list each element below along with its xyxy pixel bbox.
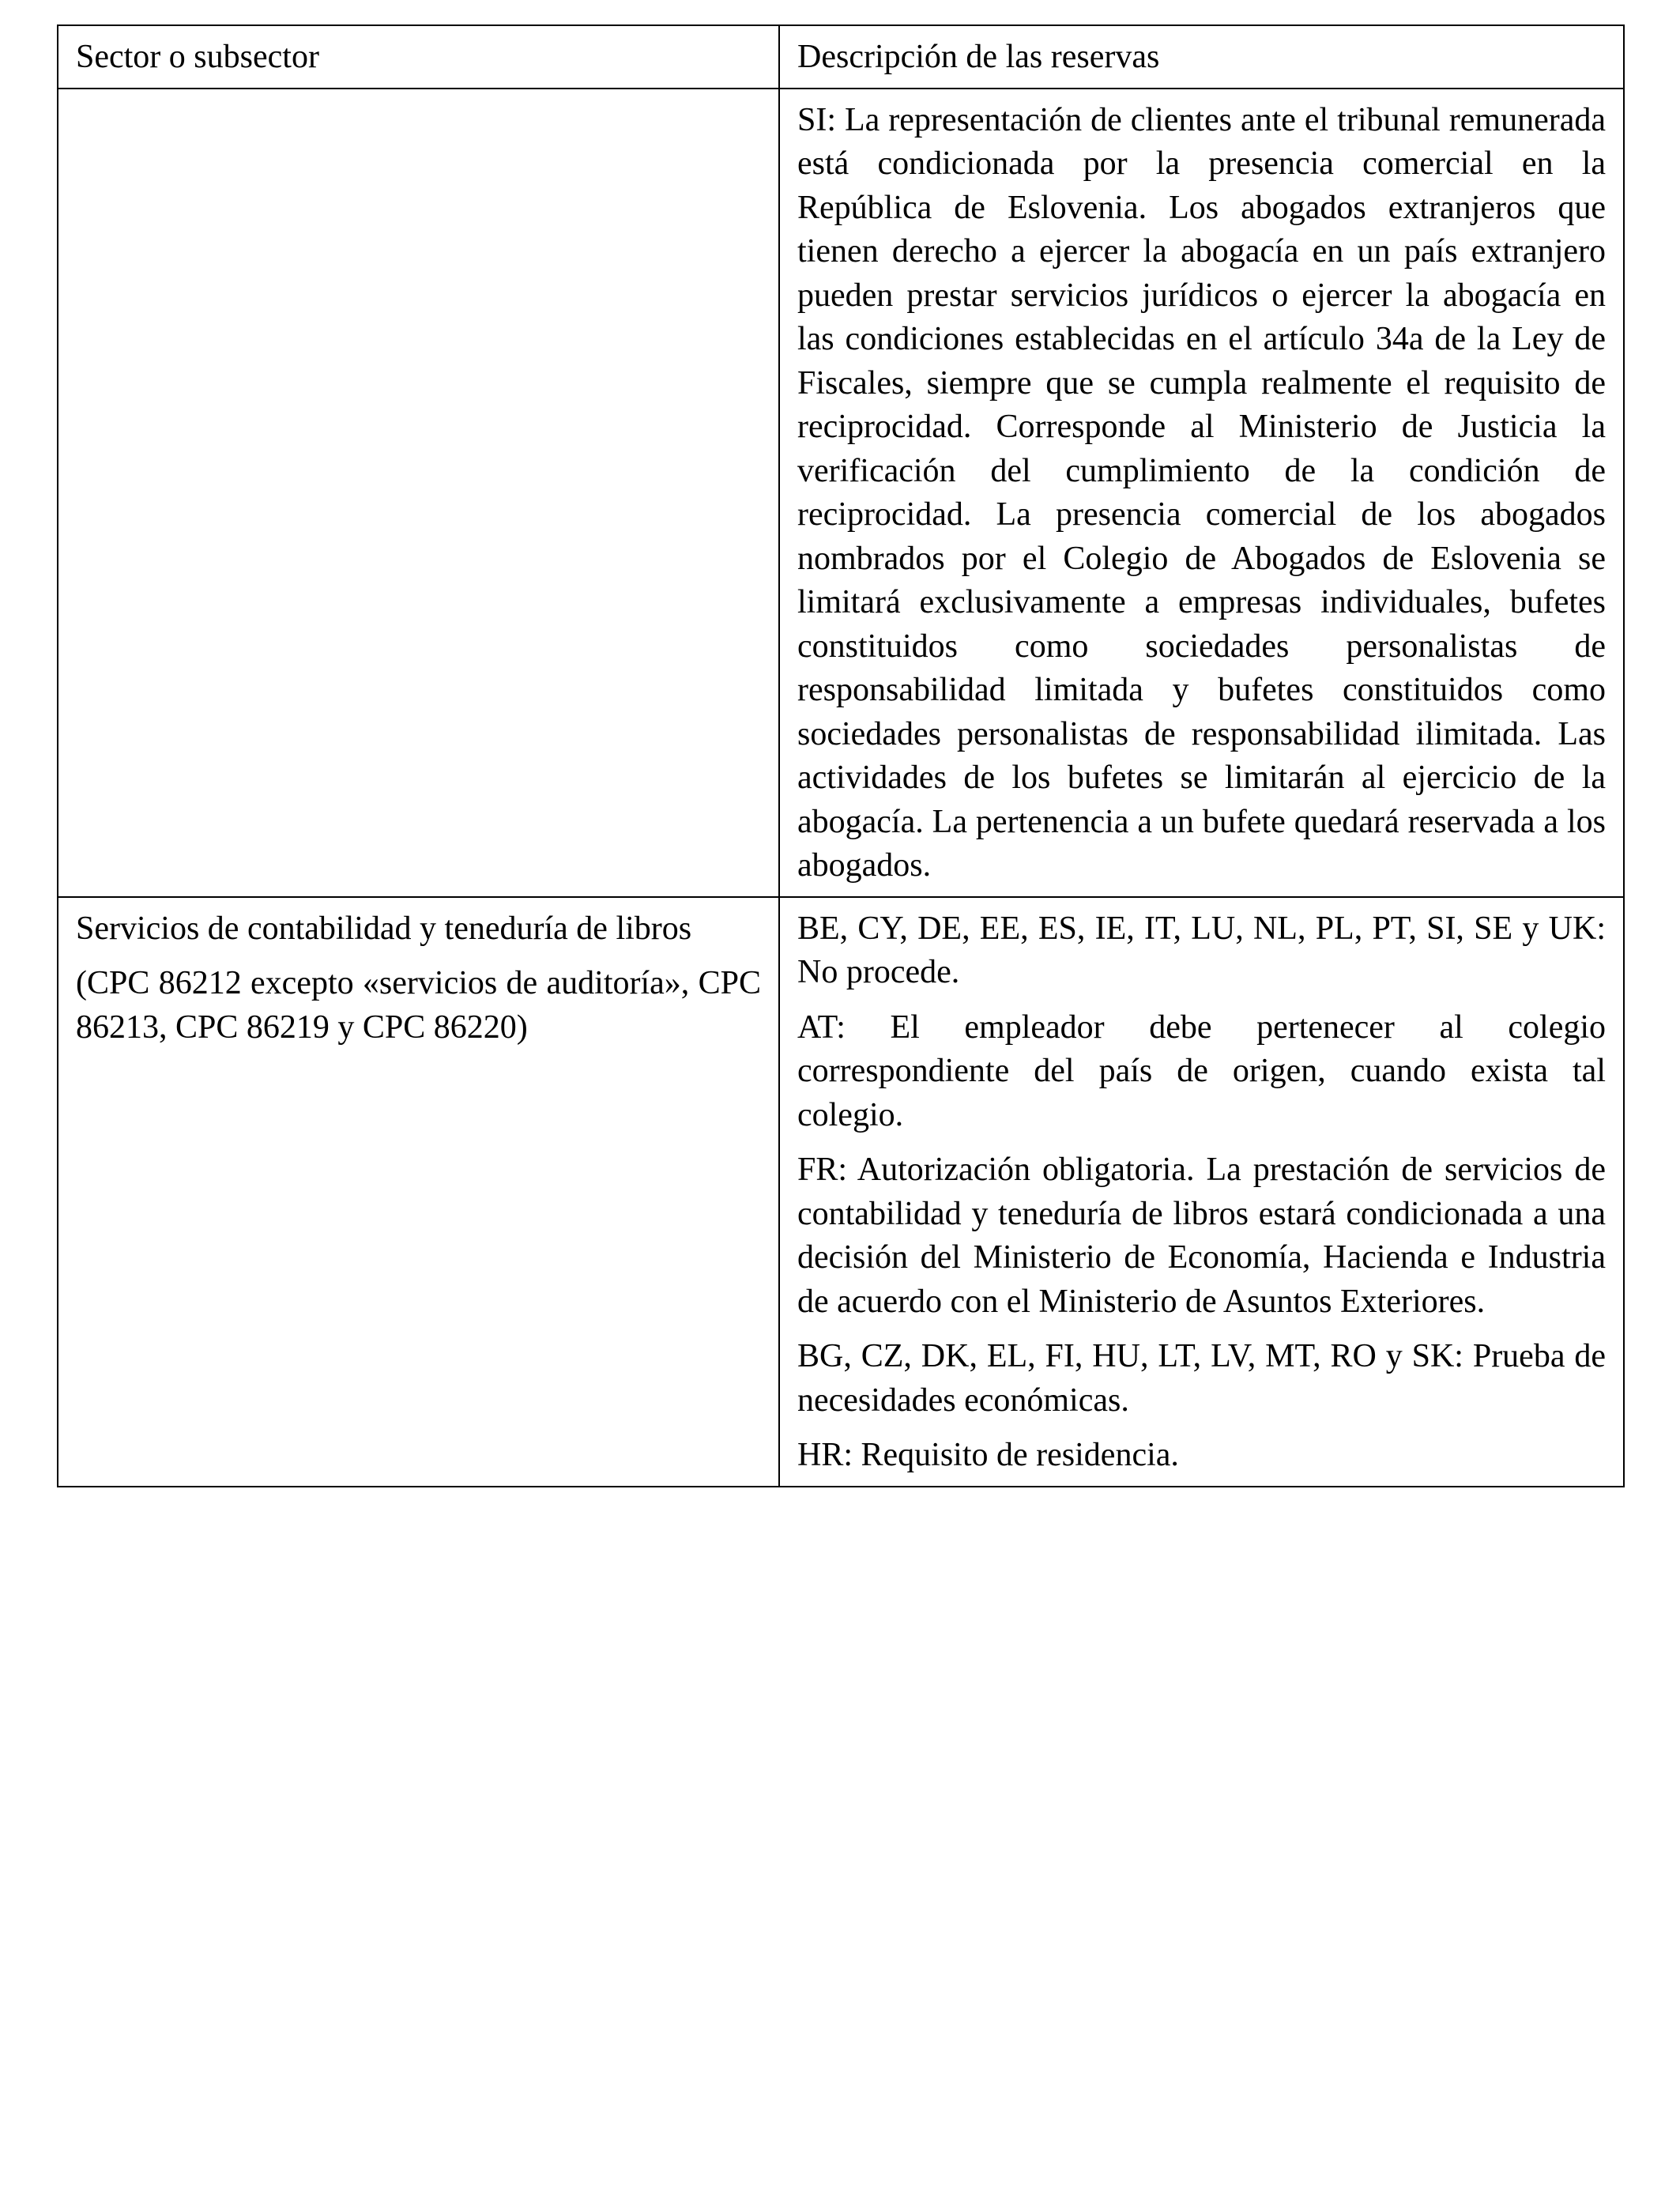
table-header-row (58, 25, 1624, 89)
table-row (58, 897, 1624, 1487)
reservations-table (57, 25, 1625, 1487)
sector-cell (58, 897, 779, 1487)
reservation-paragraph: HR: Requisito de residencia. (797, 1437, 1179, 1473)
description-cell (779, 897, 1624, 1487)
reservation-paragraph-si: SI: La representación de clientes ante el tribunal remunerada está condicionada por la presencia comercial en la República de Eslovenia. Los abogados extranjeros que tienen derecho a ejercer la abogacía en un país extranjero pueden prestar servicios jurídicos o ejercer la abogacía en las condiciones establecidas en el artículo 34a de la Ley de Fiscales, siempre que se cumpla realmente el requisito de reciprocidad. Corresponde al Ministerio de Justicia la verificación del cumplimiento de la condición de reciprocidad. La presencia comercial de los abogados nombrados por el Colegio de Abogados de Eslovenia se limitará exclusivamente a empresas individuales, bufetes constituidos como sociedades personalistas de responsabilidad limitada y bufetes constituidos como sociedades personalistas de responsabilidad ilimitada. Las actividades de los bufetes se limitarán al ejercicio de la abogacía. La pertenencia a un bufete quedará reservada a los abogados. (797, 101, 1606, 884)
sector-cpc-codes: (CPC 86212 excepto «servicios de auditoría», CPC 86213, CPC 86219 y CPC 86220) (76, 965, 761, 1046)
sector-name: Servicios de contabilidad y teneduría de libros (76, 910, 692, 947)
reservation-paragraph: BG, CZ, DK, EL, FI, HU, LT, LV, MT, RO y SK: Prueba de necesidades económicas. (797, 1338, 1606, 1419)
column-header-sector: Sector o subsector (58, 25, 779, 89)
reservation-paragraph: BE, CY, DE, EE, ES, IE, IT, LU, NL, PL, PT, SI, SE y UK: No procede. (797, 910, 1606, 990)
description-cell (779, 89, 1624, 897)
table-row (58, 89, 1624, 897)
column-header-description: Descripción de las reservas (779, 25, 1624, 89)
reservation-paragraph: FR: Autorización obligatoria. La prestación de servicios de contabilidad y teneduría de libros estará condicionada a una decisión del Ministerio de Economía, Hacienda e Industria de acuerdo con el Ministerio de Asuntos Exteriores. (797, 1152, 1606, 1320)
reservation-paragraph: AT: El empleador debe pertenecer al colegio correspondiente del país de origen, cuando exista tal colegio. (797, 1008, 1606, 1133)
sector-cell (58, 89, 779, 897)
